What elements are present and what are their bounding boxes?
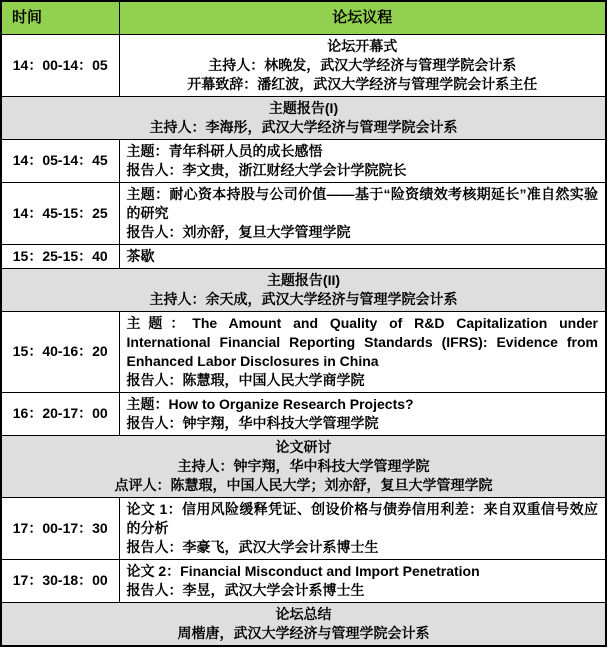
agenda-row [1, 559, 606, 602]
section-line: 点评人：陈慧瑕，中国人民大学；刘亦舒，复旦大学管理学院 [114, 476, 493, 493]
agenda-line: 主持人：林晚发，武汉大学经济与管理学院会计系 [208, 56, 517, 73]
section-line: 主题报告(II) [266, 271, 341, 288]
agenda-content-cell [119, 559, 606, 602]
section-cell [1, 435, 606, 497]
section-row [1, 268, 606, 311]
agenda-line: 茶歇 [126, 247, 155, 264]
agenda-line: 报告人：陈慧瑕，中国人民大学商学院 [126, 371, 365, 388]
time-cell: 15：25-15：40 [1, 244, 119, 268]
section-cell [1, 96, 606, 139]
agenda-line: 主题：青年科研人员的成长感悟 [126, 142, 323, 159]
agenda-content-cell [119, 34, 606, 96]
section-row [1, 96, 606, 139]
agenda-line: 论文 2：Financial Misconduct and Import Penetration [126, 562, 480, 579]
agenda-row [1, 311, 606, 392]
time-cell: 17：30-18：00 [1, 559, 119, 602]
agenda-line: 报告人：李豪飞，武汉大学会计系博士生 [126, 538, 379, 555]
agenda-content-cell [119, 139, 606, 182]
section-line: 主持人：钟宇翔，华中科技大学管理学院 [177, 457, 430, 474]
agenda-line: 报告人：刘亦舒，复旦大学管理学院 [126, 223, 351, 240]
agenda-line: 报告人：李昱，武汉大学会计系博士生 [126, 581, 365, 598]
agenda-line: 开幕致辞：潘红波，武汉大学经济与管理学院会计系主任 [187, 75, 538, 92]
time-cell: 16：20-17：00 [1, 392, 119, 435]
agenda-row [1, 497, 606, 559]
agenda-content-cell [119, 244, 606, 268]
section-line: 主持人：李海彤，武汉大学经济与管理学院会计系 [149, 118, 458, 135]
agenda-content-cell [119, 392, 606, 435]
agenda-line: 主题：How to Organize Research Projects? [126, 395, 414, 412]
time-cell: 14：05-14：45 [1, 139, 119, 182]
agenda-column-header: 论坛议程 [119, 1, 606, 34]
section-line: 论坛总结 [275, 605, 332, 622]
section-line: 主题报告(I) [268, 99, 339, 116]
agenda-row [1, 392, 606, 435]
agenda-row [1, 34, 606, 96]
time-cell: 14：00-14：05 [1, 34, 119, 96]
section-cell [1, 602, 606, 646]
agenda-content-cell [119, 311, 606, 392]
agenda-line: 报告人：钟宇翔，华中科技大学管理学院 [126, 414, 379, 431]
agenda-line: 论坛开幕式 [327, 37, 398, 54]
section-line: 周楷唐，武汉大学经济与管理学院会计系 [177, 624, 430, 641]
agenda-line: 报告人：李文贵，浙江财经大学会计学院院长 [126, 161, 407, 178]
section-line: 论文研讨 [275, 438, 332, 455]
time-cell: 15：40-16：20 [1, 311, 119, 392]
section-row [1, 602, 606, 646]
agenda-row [1, 244, 606, 268]
section-row [1, 435, 606, 497]
table-header-row [1, 1, 606, 34]
agenda-body [1, 34, 606, 646]
agenda-content-cell [119, 182, 606, 244]
section-cell [1, 268, 606, 311]
agenda-row [1, 182, 606, 244]
agenda-line: 主题：The Amount and Quality of R&D Capitalization under International Financial Reporting Standards (IFRS): Evidence from Enhanced Labor Disclosures in China [126, 314, 598, 369]
time-column-header: 时间 [1, 1, 119, 34]
agenda-content-cell [119, 497, 606, 559]
agenda-row [1, 139, 606, 182]
time-cell: 14：45-15：25 [1, 182, 119, 244]
agenda-line: 主题：耐心资本持股与公司价值——基于“险资绩效考核期延长”准自然实验的研究 [126, 185, 598, 221]
section-line: 主持人：余天成，武汉大学经济与管理学院会计系 [149, 290, 458, 307]
agenda-line: 论文 1：信用风险缓释凭证、创设价格与债券信用利差：来自双重信号效应的分析 [126, 500, 598, 536]
time-cell: 17：00-17：30 [1, 497, 119, 559]
